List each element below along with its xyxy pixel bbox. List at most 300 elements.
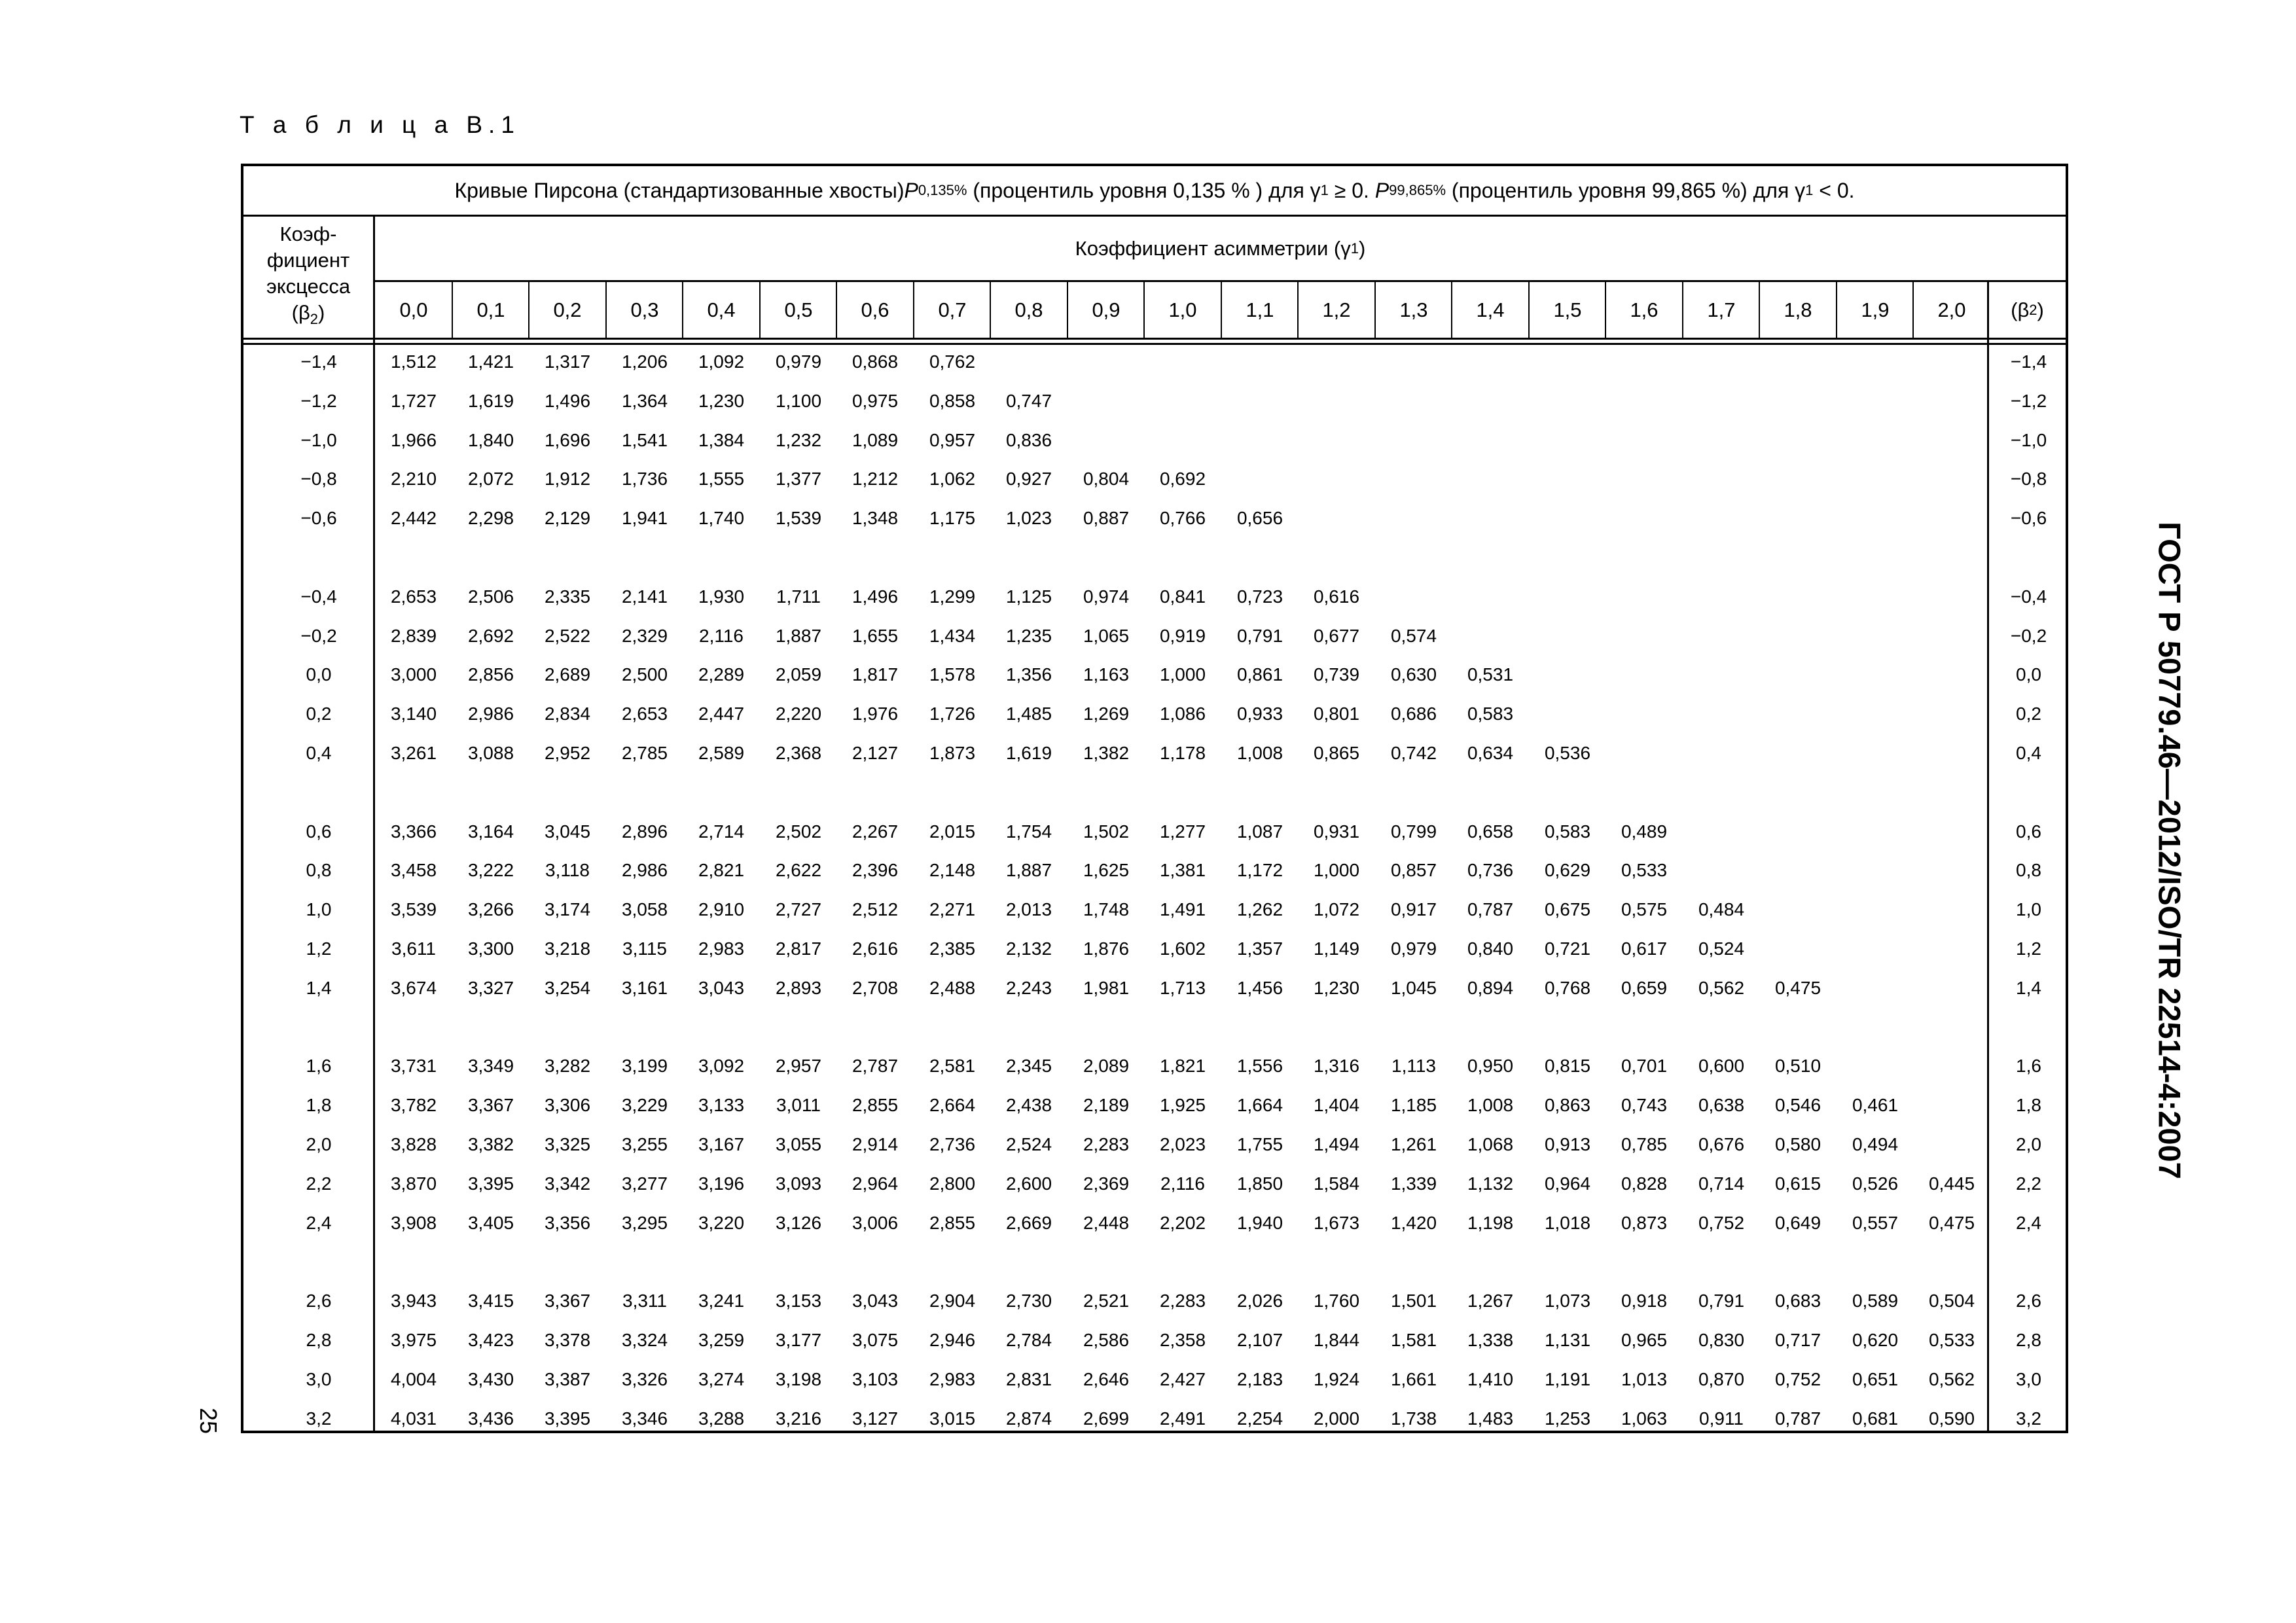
table-cell: 1,619 bbox=[467, 391, 514, 411]
rule-header-bottom-1 bbox=[243, 338, 2066, 340]
row-beta-label-right: −0,6 bbox=[2010, 508, 2047, 528]
table-cell: 3,277 bbox=[621, 1173, 668, 1194]
standard-designation-text: ГОСТ Р 50779.46—2012/ISO/TR 22514-4:2007 bbox=[2152, 522, 2187, 1179]
table-cell: 3,153 bbox=[775, 1291, 822, 1311]
table-cell: 1,072 bbox=[1313, 899, 1360, 919]
title-gamma: γ bbox=[1310, 179, 1321, 202]
table-cell: 2,669 bbox=[1005, 1213, 1052, 1233]
table-cell: 0,736 bbox=[1467, 860, 1514, 880]
table-cell: 0,911 bbox=[1699, 1408, 1744, 1429]
table-row bbox=[243, 1095, 2066, 1117]
table-row bbox=[243, 469, 2066, 491]
table-cell: 3,133 bbox=[698, 1095, 745, 1115]
table-cell: 2,369 bbox=[1083, 1173, 1130, 1194]
table-cell: 3,274 bbox=[698, 1369, 745, 1389]
table-row bbox=[243, 978, 2066, 1000]
title-text-1: Кривые Пирсона (стандартизованные хвосты) bbox=[454, 179, 905, 202]
table-cell: 0,865 bbox=[1313, 743, 1360, 763]
table-cell: 1,404 bbox=[1313, 1095, 1360, 1115]
table-cell: 2,512 bbox=[852, 899, 899, 919]
column-header: 0,6 bbox=[861, 298, 889, 321]
table-cell: 2,910 bbox=[698, 899, 745, 919]
table-cell: 1,738 bbox=[1390, 1408, 1437, 1429]
table-cell: 1,887 bbox=[775, 626, 822, 646]
table-cell: 0,484 bbox=[1698, 899, 1745, 919]
table-cell: 2,189 bbox=[1083, 1095, 1130, 1115]
table-cell: 3,198 bbox=[775, 1369, 822, 1389]
table-cell: 1,338 bbox=[1467, 1330, 1514, 1350]
rule-right-stub-left bbox=[1987, 280, 1989, 1431]
table-cell: 0,562 bbox=[1928, 1369, 1975, 1389]
table-cell: 0,659 bbox=[1621, 978, 1668, 998]
table-cell: 1,930 bbox=[698, 586, 745, 607]
table-cell: 1,420 bbox=[1390, 1213, 1437, 1233]
row-beta-label-right: 2,2 bbox=[2016, 1173, 2041, 1194]
table-cell: 3,167 bbox=[698, 1134, 745, 1154]
table-cell: 0,583 bbox=[1544, 821, 1591, 842]
table-cell: 3,177 bbox=[775, 1330, 822, 1350]
table-cell: 0,791 bbox=[1236, 626, 1283, 646]
row-beta-label-right: 1,8 bbox=[2016, 1095, 2041, 1115]
table-cell: 0,752 bbox=[1774, 1369, 1821, 1389]
table-row bbox=[243, 430, 2066, 452]
row-beta-label-right: 2,0 bbox=[2016, 1134, 2041, 1154]
table-cell: 1,941 bbox=[621, 508, 668, 528]
table-row bbox=[243, 664, 2066, 687]
column-header: 0,9 bbox=[1092, 298, 1121, 321]
table-title bbox=[243, 166, 2066, 215]
table-cell: 1,261 bbox=[1390, 1134, 1437, 1154]
table-cell: 3,430 bbox=[467, 1369, 514, 1389]
table-cell: 0,510 bbox=[1774, 1056, 1821, 1076]
table-cell: 1,736 bbox=[621, 469, 668, 489]
table-cell: 1,817 bbox=[852, 664, 899, 685]
row-beta-label: −1,4 bbox=[300, 351, 337, 372]
rule-header-bottom-2 bbox=[243, 343, 2066, 345]
table-cell: 0,574 bbox=[1390, 626, 1437, 646]
table-cell: 2,600 bbox=[1005, 1173, 1052, 1194]
table-cell: 1,185 bbox=[1390, 1095, 1437, 1115]
table-cell: 4,004 bbox=[390, 1369, 437, 1389]
row-beta-label-right: −1,4 bbox=[2010, 351, 2047, 372]
table-cell: 0,974 bbox=[1083, 586, 1130, 607]
table-cell: 2,692 bbox=[467, 626, 514, 646]
table-cell: 2,524 bbox=[1005, 1134, 1052, 1154]
table-cell: 2,914 bbox=[852, 1134, 899, 1154]
table-row bbox=[243, 860, 2066, 882]
table-cell: 1,364 bbox=[621, 391, 668, 411]
table-cell: 1,456 bbox=[1236, 978, 1283, 998]
table-cell: 3,043 bbox=[698, 978, 745, 998]
table-cell: 0,739 bbox=[1313, 664, 1360, 685]
table-row bbox=[243, 351, 2066, 374]
table-cell: 1,198 bbox=[1467, 1213, 1514, 1233]
table-cell: 3,220 bbox=[698, 1213, 745, 1233]
table-cell: 1,132 bbox=[1467, 1173, 1514, 1194]
row-beta-label-right: −0,8 bbox=[2010, 469, 2047, 489]
table-cell: 3,367 bbox=[544, 1291, 591, 1311]
table-cell: 2,856 bbox=[467, 664, 514, 685]
row-beta-label: 2,8 bbox=[306, 1330, 332, 1350]
row-beta-label: −0,8 bbox=[300, 469, 337, 489]
table-cell: 2,727 bbox=[775, 899, 822, 919]
table-cell: 1,821 bbox=[1159, 1056, 1206, 1076]
table-cell: 0,615 bbox=[1774, 1173, 1821, 1194]
row-beta-label: −0,6 bbox=[300, 508, 337, 528]
column-header: 1,0 bbox=[1168, 298, 1197, 321]
table-cell: 0,580 bbox=[1774, 1134, 1821, 1154]
table-cell: 3,295 bbox=[621, 1213, 668, 1233]
row-beta-label-right: 0,8 bbox=[2016, 860, 2041, 880]
table-cell: 0,918 bbox=[1621, 1291, 1668, 1311]
table-cell: 3,458 bbox=[390, 860, 437, 880]
table-cell: 3,045 bbox=[544, 821, 591, 842]
table-cell: 3,356 bbox=[544, 1213, 591, 1233]
table-cell: 1,696 bbox=[544, 430, 591, 450]
table-cell: 3,395 bbox=[544, 1408, 591, 1429]
row-beta-label-right: 3,2 bbox=[2016, 1408, 2041, 1429]
table-cell: 0,686 bbox=[1390, 704, 1437, 724]
table-cell: 1,062 bbox=[929, 469, 976, 489]
table-cell: 3,346 bbox=[621, 1408, 668, 1429]
table-row bbox=[243, 1213, 2066, 1235]
table-cell: 1,178 bbox=[1159, 743, 1206, 763]
row-beta-label: 3,0 bbox=[306, 1369, 332, 1389]
table-cell: 2,893 bbox=[775, 978, 822, 998]
table-cell: 3,092 bbox=[698, 1056, 745, 1076]
column-header: 1,5 bbox=[1553, 298, 1582, 321]
table-cell: 0,913 bbox=[1544, 1134, 1591, 1154]
table-cell: 2,800 bbox=[929, 1173, 976, 1194]
table-cell: 0,787 bbox=[1774, 1408, 1821, 1429]
table-row bbox=[243, 1408, 2066, 1431]
table-cell: 0,768 bbox=[1544, 978, 1591, 998]
table-cell: 1,277 bbox=[1159, 821, 1206, 842]
table-cell: 3,325 bbox=[544, 1134, 591, 1154]
table-cell: 0,787 bbox=[1467, 899, 1514, 919]
table-cell: 3,218 bbox=[544, 938, 591, 959]
table-cell: 2,964 bbox=[852, 1173, 899, 1194]
table-cell: 2,013 bbox=[1005, 899, 1052, 919]
table-cell: 2,986 bbox=[621, 860, 668, 880]
table-cell: 2,699 bbox=[1083, 1408, 1130, 1429]
table-cell: 1,602 bbox=[1159, 938, 1206, 959]
table-cell: 2,385 bbox=[929, 938, 976, 959]
stub-beta-sub: 2 bbox=[310, 311, 319, 328]
table-cell: 0,656 bbox=[1236, 508, 1283, 528]
table-cell: 3,115 bbox=[622, 938, 667, 959]
row-beta-label: 1,8 bbox=[306, 1095, 332, 1115]
table-cell: 3,266 bbox=[467, 899, 514, 919]
table-cell: 1,348 bbox=[852, 508, 899, 528]
table-cell: 3,436 bbox=[467, 1408, 514, 1429]
table-cell: 0,721 bbox=[1544, 938, 1591, 959]
table-cell: 2,689 bbox=[544, 664, 591, 685]
table-cell: 3,395 bbox=[467, 1173, 514, 1194]
table-cell: 3,254 bbox=[544, 978, 591, 998]
table-cell: 3,367 bbox=[467, 1095, 514, 1115]
pearson-table bbox=[241, 164, 2068, 1433]
table-cell: 2,072 bbox=[467, 469, 514, 489]
table-cell: 0,531 bbox=[1467, 664, 1514, 685]
row-beta-label-right: −0,4 bbox=[2010, 586, 2047, 607]
table-cell: 3,058 bbox=[621, 899, 668, 919]
table-cell: 0,791 bbox=[1698, 1291, 1745, 1311]
table-cell: 2,946 bbox=[929, 1330, 976, 1350]
title-p-low: P bbox=[904, 179, 918, 202]
table-cell: 2,345 bbox=[1005, 1056, 1052, 1076]
table-cell: 2,202 bbox=[1159, 1213, 1206, 1233]
column-header: 0,8 bbox=[1014, 298, 1043, 321]
table-cell: 1,087 bbox=[1236, 821, 1283, 842]
table-cell: 3,075 bbox=[852, 1330, 899, 1350]
table-cell: 2,396 bbox=[852, 860, 899, 880]
table-cell: 0,524 bbox=[1698, 938, 1745, 959]
table-cell: 0,683 bbox=[1774, 1291, 1821, 1311]
column-header: 1,4 bbox=[1476, 298, 1505, 321]
row-beta-label: 0,0 bbox=[306, 664, 332, 685]
table-cell: 2,243 bbox=[1005, 978, 1052, 998]
table-cell: 1,966 bbox=[390, 430, 437, 450]
table-cell: 3,300 bbox=[467, 938, 514, 959]
title-text-2: (процентиль уровня 0,135 % ) для bbox=[967, 179, 1310, 202]
row-beta-label: 0,6 bbox=[306, 821, 332, 842]
row-beta-label: 1,2 bbox=[306, 938, 332, 959]
table-cell: 1,092 bbox=[698, 351, 745, 372]
table-cell: 3,731 bbox=[390, 1056, 437, 1076]
table-cell: 3,378 bbox=[544, 1330, 591, 1350]
table-cell: 1,726 bbox=[929, 704, 976, 724]
title-gamma-sub: 1 bbox=[1320, 182, 1329, 198]
table-cell: 2,127 bbox=[852, 743, 899, 763]
table-cell: 2,904 bbox=[929, 1291, 976, 1311]
table-cell: 0,533 bbox=[1928, 1330, 1975, 1350]
table-cell: 3,327 bbox=[467, 978, 514, 998]
title-p-low-sub: 0,135% bbox=[918, 182, 967, 198]
title-text-3: ≥ 0. bbox=[1328, 179, 1375, 202]
table-cell: 1,421 bbox=[467, 351, 514, 372]
table-cell: 0,752 bbox=[1698, 1213, 1745, 1233]
table-cell: 0,964 bbox=[1544, 1173, 1591, 1194]
row-beta-label: 3,2 bbox=[306, 1408, 332, 1429]
table-cell: 3,006 bbox=[852, 1213, 899, 1233]
table-cell: 2,254 bbox=[1236, 1408, 1283, 1429]
table-cell: 0,649 bbox=[1774, 1213, 1821, 1233]
row-beta-label: 2,6 bbox=[306, 1291, 332, 1311]
column-header: 1,8 bbox=[1784, 298, 1812, 321]
table-cell: 2,589 bbox=[698, 743, 745, 763]
table-cell: 3,611 bbox=[391, 938, 436, 959]
table-cell: 3,015 bbox=[929, 1408, 976, 1429]
table-cell: 0,504 bbox=[1928, 1291, 1975, 1311]
table-cell: 0,863 bbox=[1544, 1095, 1591, 1115]
table-cell: 2,116 bbox=[1160, 1173, 1205, 1194]
table-cell: 0,445 bbox=[1928, 1173, 1975, 1194]
title-gamma2: γ bbox=[1795, 179, 1806, 202]
table-cell: 0,489 bbox=[1621, 821, 1668, 842]
table-cell: 0,950 bbox=[1467, 1056, 1514, 1076]
table-cell: 2,646 bbox=[1083, 1369, 1130, 1389]
row-beta-label-right: 0,0 bbox=[2016, 664, 2041, 685]
stub-header-beta bbox=[292, 300, 325, 332]
table-cell: 0,828 bbox=[1621, 1173, 1668, 1194]
table-cell: 0,620 bbox=[1852, 1330, 1899, 1350]
table-cell: 3,126 bbox=[775, 1213, 822, 1233]
table-cell: 1,491 bbox=[1159, 899, 1206, 919]
table-cell: 1,068 bbox=[1467, 1134, 1514, 1154]
table-cell: 3,196 bbox=[698, 1173, 745, 1194]
table-row bbox=[243, 704, 2066, 726]
table-cell: 0,742 bbox=[1390, 743, 1437, 763]
table-cell: 0,717 bbox=[1774, 1330, 1821, 1350]
table-cell: 2,500 bbox=[621, 664, 668, 685]
row-beta-label-right: 0,2 bbox=[2016, 704, 2041, 724]
table-cell: 2,730 bbox=[1005, 1291, 1052, 1311]
table-cell: 3,055 bbox=[775, 1134, 822, 1154]
table-row bbox=[243, 508, 2066, 530]
table-cell: 1,131 bbox=[1544, 1330, 1591, 1350]
column-header: 1,9 bbox=[1861, 298, 1890, 321]
table-cell: 1,073 bbox=[1544, 1291, 1591, 1311]
table-cell: 2,298 bbox=[467, 508, 514, 528]
table-cell: 3,255 bbox=[621, 1134, 668, 1154]
row-beta-label-right: 0,6 bbox=[2016, 821, 2041, 842]
row-beta-label: 0,8 bbox=[306, 860, 332, 880]
table-cell: 1,299 bbox=[929, 586, 976, 607]
table-cell: 0,692 bbox=[1159, 469, 1206, 489]
table-cell: 1,581 bbox=[1390, 1330, 1437, 1350]
table-cell: 3,261 bbox=[390, 743, 437, 763]
table-cell: 1,253 bbox=[1544, 1408, 1591, 1429]
table-cell: 2,874 bbox=[1005, 1408, 1052, 1429]
table-cell: 1,235 bbox=[1005, 626, 1052, 646]
table-cell: 1,873 bbox=[929, 743, 976, 763]
table-cell: 2,000 bbox=[1313, 1408, 1360, 1429]
skewness-header-close: ) bbox=[1359, 237, 1366, 260]
stub-header bbox=[243, 217, 373, 338]
table-cell: 3,222 bbox=[467, 860, 514, 880]
table-cell: 1,357 bbox=[1236, 938, 1283, 959]
table-cell: 3,140 bbox=[390, 704, 437, 724]
table-cell: 0,815 bbox=[1544, 1056, 1591, 1076]
table-cell: 1,317 bbox=[544, 351, 591, 372]
table-cell: 1,384 bbox=[698, 430, 745, 450]
table-cell: 2,427 bbox=[1159, 1369, 1206, 1389]
table-cell: 2,271 bbox=[929, 899, 976, 919]
row-beta-label: 0,4 bbox=[306, 743, 332, 763]
table-cell: 0,762 bbox=[929, 351, 976, 372]
row-beta-label-right: 2,4 bbox=[2016, 1213, 2041, 1233]
table-cell: 3,975 bbox=[390, 1330, 437, 1350]
table-cell: 0,575 bbox=[1621, 899, 1668, 919]
table-cell: 0,475 bbox=[1774, 978, 1821, 998]
table-cell: 1,172 bbox=[1236, 860, 1283, 880]
table-cell: 2,983 bbox=[698, 938, 745, 959]
table-cell: 1,578 bbox=[929, 664, 976, 685]
table-cell: 0,766 bbox=[1159, 508, 1206, 528]
table-cell: 1,063 bbox=[1621, 1408, 1668, 1429]
skewness-header-sub: 1 bbox=[1350, 240, 1359, 257]
row-beta-label-right: 3,0 bbox=[2016, 1369, 2041, 1389]
table-cell: 1,755 bbox=[1236, 1134, 1283, 1154]
row-beta-label: 0,2 bbox=[306, 704, 332, 724]
table-cell: 1,887 bbox=[1005, 860, 1052, 880]
table-cell: 3,199 bbox=[621, 1056, 668, 1076]
table-cell: 1,494 bbox=[1313, 1134, 1360, 1154]
table-cell: 1,086 bbox=[1159, 704, 1206, 724]
row-beta-label: −1,2 bbox=[300, 391, 337, 411]
table-cell: 1,382 bbox=[1083, 743, 1130, 763]
table-cell: 2,896 bbox=[621, 821, 668, 842]
table-cell: 3,229 bbox=[621, 1095, 668, 1115]
table-cell: 1,555 bbox=[698, 469, 745, 489]
column-header: 0,1 bbox=[476, 298, 505, 321]
row-beta-label: 2,2 bbox=[306, 1173, 332, 1194]
row-beta-label-right: −1,2 bbox=[2010, 391, 2047, 411]
table-cell: 0,676 bbox=[1698, 1134, 1745, 1154]
table-cell: 1,496 bbox=[852, 586, 899, 607]
table-cell: 2,821 bbox=[698, 860, 745, 880]
right-beta-sub: 2 bbox=[2029, 301, 2037, 318]
table-cell: 3,539 bbox=[390, 899, 437, 919]
table-cell: 1,232 bbox=[775, 430, 822, 450]
table-cell: 2,491 bbox=[1159, 1408, 1206, 1429]
table-cell: 0,629 bbox=[1544, 860, 1591, 880]
table-cell: 2,220 bbox=[775, 704, 822, 724]
table-cell: 1,748 bbox=[1083, 899, 1130, 919]
table-cell: 0,894 bbox=[1467, 978, 1514, 998]
table-cell: 1,740 bbox=[698, 508, 745, 528]
page-number-text: 25 bbox=[195, 1407, 222, 1435]
table-cell: 1,191 bbox=[1544, 1369, 1591, 1389]
table-cell: 2,015 bbox=[929, 821, 976, 842]
row-beta-label-right: 1,0 bbox=[2016, 899, 2041, 919]
table-cell: 1,230 bbox=[1313, 978, 1360, 998]
table-cell: 0,801 bbox=[1313, 704, 1360, 724]
table-cell: 1,981 bbox=[1083, 978, 1130, 998]
table-cell: 0,873 bbox=[1621, 1213, 1668, 1233]
row-beta-label: 1,6 bbox=[306, 1056, 332, 1076]
table-cell: 2,522 bbox=[544, 626, 591, 646]
table-cell: 0,651 bbox=[1852, 1369, 1899, 1389]
table-cell: 1,381 bbox=[1159, 860, 1206, 880]
table-cell: 1,175 bbox=[929, 508, 976, 528]
table-cell: 0,546 bbox=[1774, 1095, 1821, 1115]
table-cell: 3,415 bbox=[467, 1291, 514, 1311]
table-cell: 0,804 bbox=[1083, 469, 1130, 489]
row-beta-label-right: 1,2 bbox=[2016, 938, 2041, 959]
stub-header-line-3: эксцесса bbox=[266, 275, 351, 298]
table-cell: 1,502 bbox=[1083, 821, 1130, 842]
table-cell: 2,183 bbox=[1236, 1369, 1283, 1389]
table-cell: 2,957 bbox=[775, 1056, 822, 1076]
table-cell: 1,711 bbox=[776, 586, 821, 607]
table-cell: 3,908 bbox=[390, 1213, 437, 1233]
table-cell: 2,586 bbox=[1083, 1330, 1130, 1350]
table-cell: 2,581 bbox=[929, 1056, 976, 1076]
column-header: 0,0 bbox=[399, 298, 428, 321]
table-row bbox=[243, 1134, 2066, 1156]
table-cell: 3,241 bbox=[698, 1291, 745, 1311]
title-text-4: (процентиль уровня 99,865 %) для bbox=[1446, 179, 1795, 202]
table-cell: 1,113 bbox=[1391, 1056, 1436, 1076]
column-header: 1,6 bbox=[1630, 298, 1659, 321]
table-cell: 3,326 bbox=[621, 1369, 668, 1389]
table-cell: 1,925 bbox=[1159, 1095, 1206, 1115]
stub-header-line-1: Коэф- bbox=[279, 223, 337, 246]
table-cell: 1,023 bbox=[1005, 508, 1052, 528]
table-cell: 0,600 bbox=[1698, 1056, 1745, 1076]
